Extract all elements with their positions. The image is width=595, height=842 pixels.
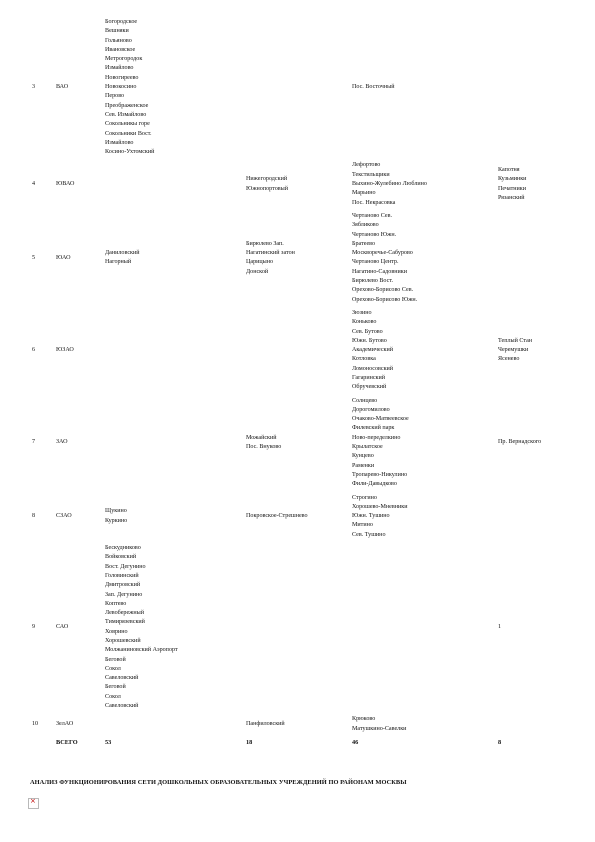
district-name: Южн. Тушино [352,513,390,520]
district-name: Крюково [352,716,376,723]
district-name: Капотня [498,167,520,174]
table-row [22,395,584,492]
district-okrug: ЗАО [56,439,68,446]
district-name: Орехово-Борисово Южн. [352,296,418,303]
district-name: Тимирязевский [105,619,145,626]
districts-cell-c3 [350,159,496,209]
district-name: Черемушки [498,347,529,354]
district-name: Теплый Стан [498,337,533,344]
district-name: Перово [105,93,125,100]
district-name: Нагорный [105,259,132,266]
districts-cell-c4 [496,16,584,159]
row-number: 5 [32,254,36,261]
district-name: Измайлово [105,65,134,72]
table-row [22,492,584,542]
district-name: Царицыно [246,259,274,266]
district-name: Хорошевский [105,638,141,644]
district-name: Нижегородский [246,176,288,183]
districts-cell-c1 [103,542,244,713]
districts-cell-c4 [496,713,584,736]
district-name: Хорошево-Мневники [352,503,408,510]
district-okrug: СЗАО [56,513,72,520]
district-name: Ново-переделкино [352,434,401,441]
total-c3: 46 [352,738,359,746]
districts-cell-c3 [350,210,496,307]
district-okrug: САО [56,624,69,631]
district-name: Южнопортовый [246,185,288,192]
district-name: Фили-Давыдково [352,481,397,488]
row-number: 10 [32,721,39,728]
district-name: Раменки [352,462,375,469]
district-name: Вост. Дегунино [105,563,146,570]
districts-cell-c4 [496,395,584,492]
district-name: Коньково [352,319,377,326]
row-number: 9 [32,624,36,631]
districts-cell-c1 [103,210,244,307]
district-name: Пос. Внуково [246,444,282,451]
district-name: Братеево [352,240,376,247]
district-okrug: ЮАО [56,254,71,261]
total-c1: 53 [105,738,112,746]
district-name: Сокол [105,665,121,672]
districts-cell-c4 [496,159,584,209]
row-number: 4 [32,181,36,188]
row-number: 6 [32,347,36,354]
districts-cell-c2 [244,210,350,307]
district-name: Покровское-Стрешнево [246,513,308,520]
broken-image-icon [28,798,39,809]
total-c4: 8 [498,738,502,746]
district-name: Сев. Бутово [352,328,383,335]
district-okrug: ЮЗАО [56,347,74,354]
district-name: Косино-Ухтомский [105,149,155,156]
districts-cell-c1 [103,492,244,542]
districts-cell-c2 [244,713,350,736]
district-name: Метрогородок [105,56,143,63]
table-row [22,542,584,713]
district-name: Лефортово [352,162,381,169]
district-name: Коптево [105,600,127,607]
district-name: Сокол [105,693,121,700]
district-name: Даниловский [105,250,140,257]
district-name: Вешняки [105,28,129,35]
districts-cell-c3 [350,395,496,492]
district-name: Орехово-Борисово Сев. [352,287,414,294]
district-name: Левобережный [105,610,144,617]
districts-cell-c2 [244,159,350,209]
district-name: Беговой [105,656,126,663]
table-row [22,159,584,209]
district-name: Донской [246,268,269,275]
district-name: Москворечье-Сабурово [352,250,413,257]
district-name: Измайлово [105,139,134,146]
district-name: Филевский парк [352,425,395,432]
districts-cell-c4 [496,492,584,542]
district-name: Бескудниково [105,545,141,552]
district-name: Марьино [352,190,376,197]
districts-cell-c3 [350,542,496,713]
row-number: 8 [32,513,36,520]
districts-table-body [22,16,584,736]
districts-cell-c2 [244,307,350,395]
table-row [22,16,584,159]
districts-cell-c1 [103,159,244,209]
district-name: Савеловский [105,675,139,682]
district-name: Новокосино [105,84,137,91]
district-name: Куркино [105,517,128,524]
total-num-cell [22,736,54,749]
district-name: Пр. Вернадского [498,439,542,446]
districts-cell-c1 [103,16,244,159]
district-name: Беговой [105,684,126,691]
district-name: Нагатино-Садовники [352,268,407,275]
district-name: Сокольникы горе [105,121,150,128]
districts-cell-c3 [350,492,496,542]
district-name: Строгино [352,494,377,501]
district-name: Крылатское [352,444,383,451]
district-name: Гагаринский [352,374,386,381]
district-name: Тропарево-Никулино [352,471,408,478]
districts-cell-c4 [496,210,584,307]
district-name: Савеловский [105,703,139,710]
districts-cell-c2 [244,492,350,542]
districts-cell-c4 [496,307,584,395]
district-name: Кунцево [352,453,374,460]
total-label: ВСЕГО [56,738,78,746]
district-name: Чертаново Сев. [352,212,393,219]
district-name: Пос. Некрасовка [352,199,396,206]
district-name: Гольяново [105,37,132,44]
districts-cell-c3 [350,16,496,159]
district-name: Ломоносовский [352,365,394,372]
district-name: Бирюлево Зап. [246,240,284,247]
row-number: 7 [32,439,36,446]
district-name: Головинский [105,572,139,579]
district-name: Южн. Бутово [352,337,387,344]
district-name: Котловка [352,356,376,363]
broken-image-x-mark: × [30,797,36,805]
district-name: Очаково-Матвеевское [352,416,409,423]
district-name: Зап. Дегунино [105,591,143,598]
district-name: Новогиреево [105,74,139,81]
districts-cell-c2 [244,16,350,159]
district-name: Выхино-Жулебино Люблино [352,181,427,188]
districts-cell-c3 [350,307,496,395]
district-name: Войковский [105,554,137,561]
district-name: Матушкино-Савелки [352,725,407,732]
district-name: Митино [352,522,373,529]
district-name: Зюзино [352,309,372,316]
district-name: Бирюлево Вост. [352,278,394,285]
district-name: Дмитровский [105,582,141,589]
districts-cell-c1 [103,713,244,736]
district-name: Сокольники Вост. [105,130,152,137]
district-name: Рязанский [498,194,525,201]
districts-cell-c4 [496,542,584,713]
district-name: Солнцево [352,397,378,404]
district-name: Зябликово [352,222,379,229]
district-name: Дорогомилово [352,406,390,413]
district-name: Ясенево [498,356,520,363]
district-okrug: ЗелАО [56,721,74,728]
district-okrug: ВАО [56,84,69,91]
district-name: Кузьминки [498,176,527,183]
district-name: Текстильщики [352,171,390,178]
section-heading: АНАЛИЗ ФУНКЦИОНИРОВАНИЯ СЕТИ ДОШКОЛЬНЫХ ОБРАЗОВАТЕЛЬНЫХ УЧРЕЖДЕНИЙ ПО РАЙОНАМ МОСКВЫ [30,779,407,786]
districts-cell-c2 [244,542,350,713]
table-row [22,713,584,736]
district-name: Печатники [498,185,526,192]
district-name: Пос. Восточный [352,84,395,91]
district-name: Ивановское [105,46,136,53]
districts-cell-c2 [244,395,350,492]
district-name: Нагатинский затон [246,250,295,257]
district-name: Академический [352,347,394,354]
districts-cell-c1 [103,307,244,395]
district-name: Обручевский [352,384,387,391]
district-name: Ховрино [105,628,128,635]
districts-cell-c1 [103,395,244,492]
district-name: Молжаниновский Аэропорт [105,647,178,654]
row-number: 3 [32,84,36,91]
districts-cell-c3 [350,713,496,736]
districts-table [22,16,584,749]
district-name: Щукино [105,508,127,515]
district-name: Чертаново Центр. [352,259,399,266]
table-row [22,307,584,395]
table-row [22,210,584,307]
district-name: Богородское [105,19,138,25]
district-name: Панфиловский [246,721,285,728]
total-row [22,736,584,749]
district-name: Чертаново Южн. [352,231,397,238]
district-name: Преображенское [105,102,149,109]
district-okrug: ЮВАО [56,181,75,188]
district-name: Сев. Тушино [352,531,386,538]
district-name: Сев. Измайлово [105,111,147,118]
district-name: Можайский [246,434,277,441]
district-name: 1 [498,624,502,631]
total-c2: 18 [246,738,253,746]
